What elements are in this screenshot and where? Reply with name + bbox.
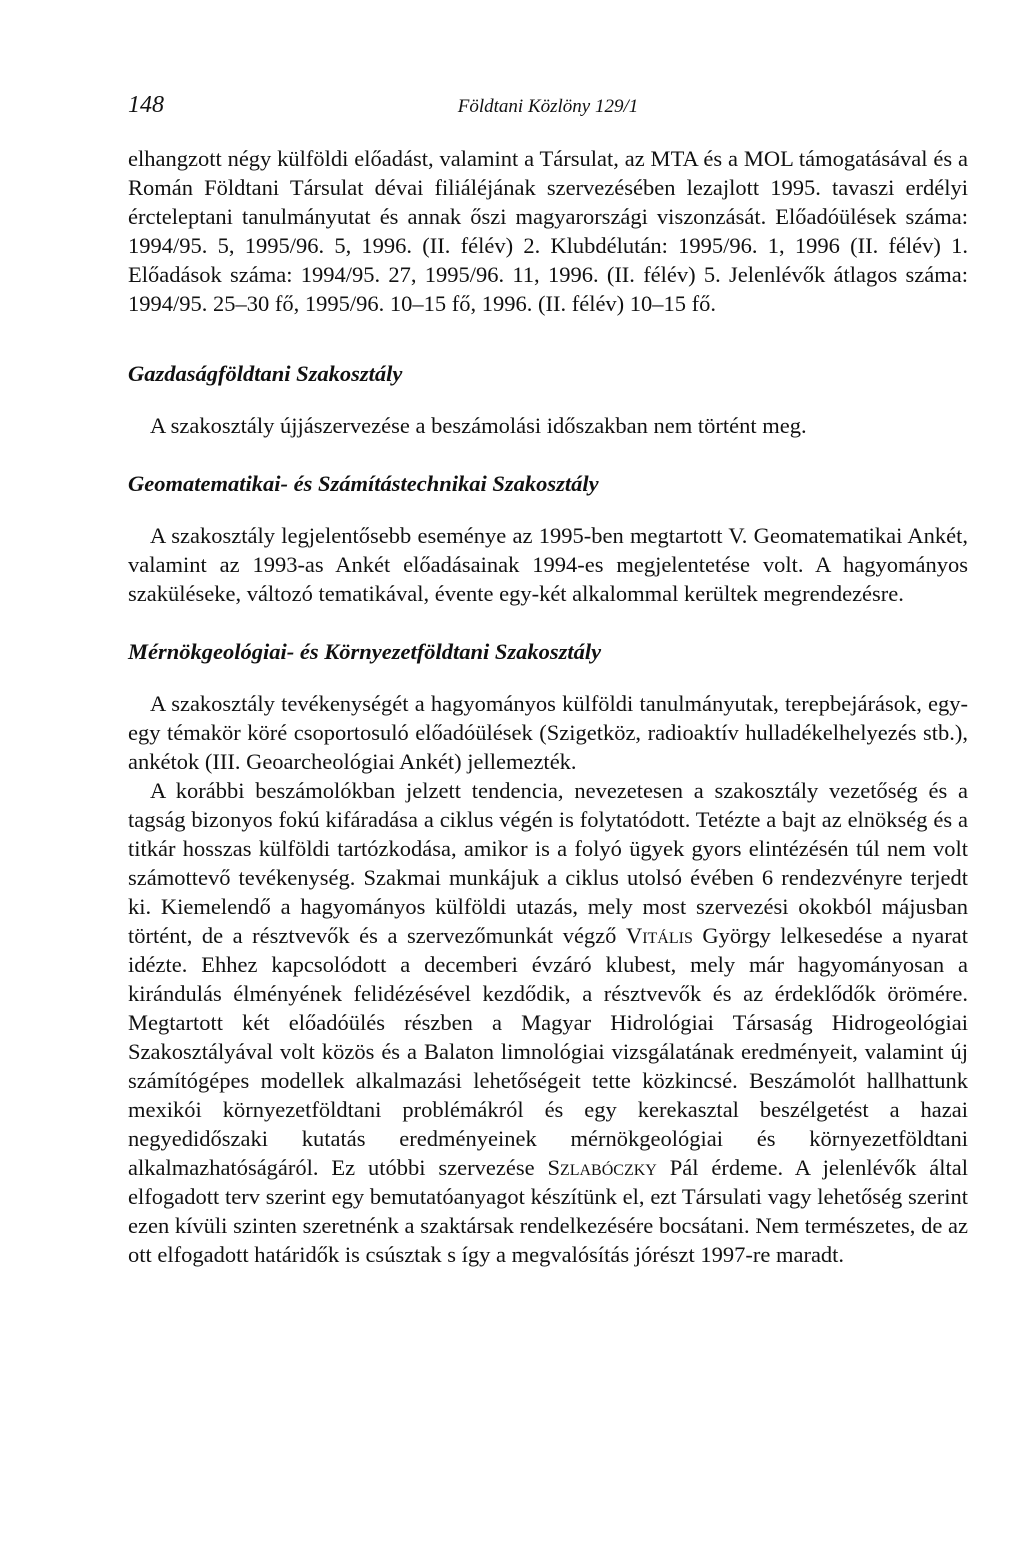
- section-paragraph-mernokgeologiai-1: A szakosztály tevékenységét a hagyományos külföldi tanulmányutak, terepbejárások, egy-egy témakör köré csoportosuló előadóülések (Szigetköz, radioaktív hulladékelhelyezés stb.), ankétok (III. Geoarcheológiai Ankét) jellemezték.: [128, 691, 968, 774]
- section-heading-gazdasagfoldtani: Gazdaságföldtani Szakosztály: [128, 361, 403, 386]
- document-page: [128, 92, 968, 1269]
- person-name-szlaboczky: Szlabóczky: [547, 1155, 657, 1180]
- section-heading-mernokgeologiai: Mérnökgeológiai- és Környezetföldtani Szakosztály: [128, 639, 602, 664]
- section-paragraph-gazdasagfoldtani: A szakosztály újjászervezése a beszámolási időszakban nem történt meg.: [150, 413, 807, 438]
- page-number: 148: [128, 92, 164, 118]
- paragraph-text-segment: A korábbi beszámolókban jelzett tendencia, nevezetesen a szakosztály vezetőség és a tagság bizonyos fokú kifáradása a ciklus végén is folytatódott. Tetézte a bajt az elnökség és a titkár hosszas külföldi tartózkodása, amikor is a folyó ügyek gyors elintézésén túl nem volt számottevő tevékenység. Szakmai munkájuk a ciklus utolsó évében 6 rendezvényre terjedt ki. Kiemelendő a hagyományos külföldi utazás, mely most szervezési okokból májusban történt, de a résztvevők és a szervezőmunkát végző: [128, 778, 968, 948]
- section-heading-geomatematikai: Geomatematikai- és Számítástechnikai Szakosztály: [128, 471, 599, 496]
- section-paragraph-geomatematikai: A szakosztály legjelentősebb eseménye az 1995-ben megtartott V. Geomatematikai Ankét, valamint az 1993-as Ankét előadásainak 1994-es megjelentetése volt. A hagyományos szaküléseke, változó tematikával, évente egy-két alkalommal kerültek megrendezésre.: [128, 523, 968, 606]
- journal-title: Földtani Közlöny 129/1: [457, 96, 639, 117]
- paragraph-text-segment: György lelkesedése a nyarat idézte. Ehhez kapcsolódott a decemberi évzáró klubest, mely már hagyományosan a kirándulás élményének felidézésével kezdődik, a résztvevők és az érdeklődők örömére. Megtartott két előadóülés részben a Magyar Hidrológiai Társaság Hidrogeológiai Szakosztályával volt közös és a Balaton limnológiai vizsgálatának eredményeit, valamint új számítógépes modellek alkalmazási lehetőségeit tette közkincsé. Beszámolót hallhattunk mexikói környezetföldtani problémákról és egy kerekasztal beszélgetést a hazai negyedidőszaki kutatás eredményeinek mérnökgeológiai és környezetföldtani alkalmazhatóságáról. Ez utóbbi szervezése: [128, 923, 968, 1180]
- running-header: [128, 92, 968, 132]
- section-paragraph-mernokgeologiai-2: [128, 776, 968, 1269]
- paragraph-text-segment: Pál érdeme. A jelenlévők által elfogadott terv szerint egy bemutatóanyagot készítünk el, ezt Társulati vagy lehetőség szerint ezen kívüli szinten szeretnénk a szaktársak rendelkezésére bocsátani. Nem természetes, de az ott elfogadott határidők is csúsztak s így a megvalósítás jórészt 1997-re maradt.: [128, 1155, 968, 1267]
- intro-paragraph: elhangzott négy külföldi előadást, valamint a Társulat, az MTA és a MOL támogatásával és a Román Földtani Társulat dévai filiáléjának szervezésében lezajlott 1995. tavaszi erdélyi ércteleptani tanulmányutat és annak őszi magyarországi viszonzását. Előadóülések száma: 1994/95. 5, 1995/96. 5, 1996. (II. félév) 2. Klubdélután: 1995/96. 1, 1996 (II. félév) 1. Előadások száma: 1994/95. 27, 1995/96. 11, 1996. (II. félév) 5. Jelenlévők átlagos száma: 1994/95. 25–30 fő, 1995/96. 10–15 fő, 1996. (II. félév) 10–15 fő.: [128, 146, 968, 316]
- person-name-vitalis: Vitális: [625, 923, 693, 948]
